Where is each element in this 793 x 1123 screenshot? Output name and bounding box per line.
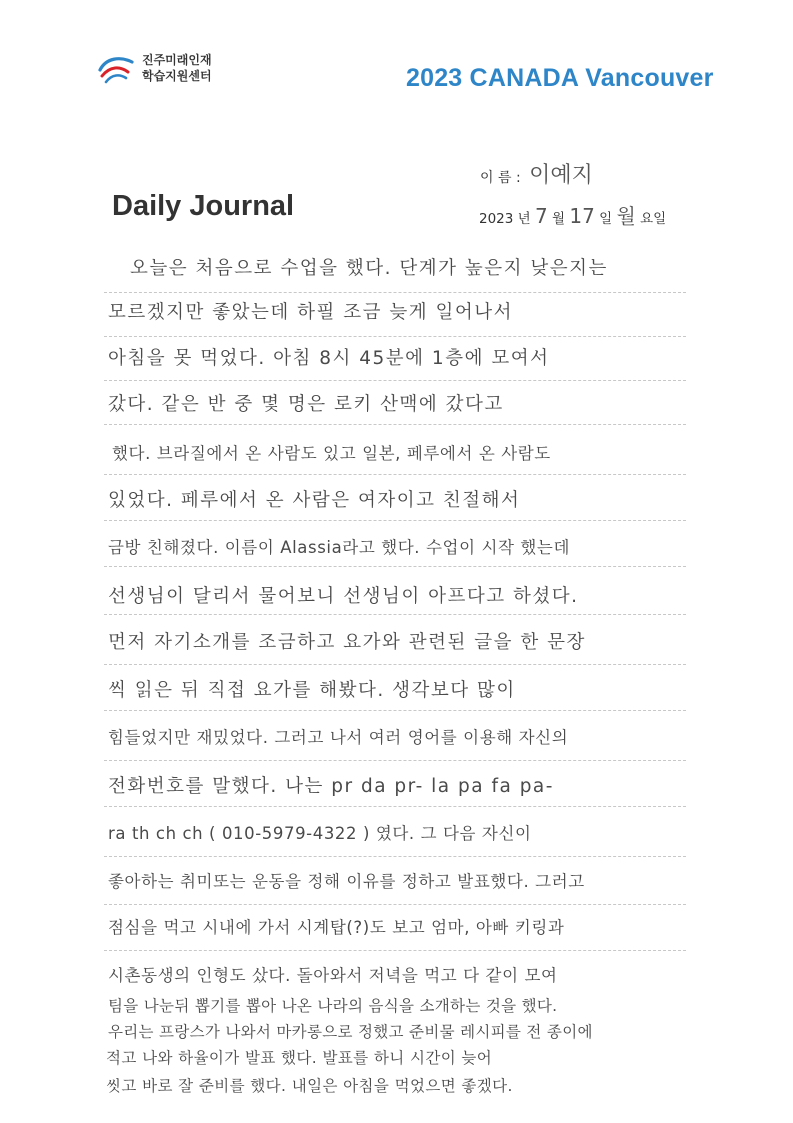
journal-line: 했다. 브라질에서 온 사람도 있고 일본, 페루에서 온 사람도	[112, 444, 551, 463]
date-month-unit: 월	[552, 211, 566, 227]
date-year: 2023	[479, 211, 514, 227]
journal-line: 모르겠지만 좋았는데 하필 조금 늦게 일어나서	[108, 302, 513, 323]
rule-line	[104, 950, 686, 951]
student-name-value: 이예지	[529, 163, 593, 188]
date-day: 17	[569, 204, 595, 228]
rule-line	[104, 336, 686, 337]
journal-line: 힘들었지만 재밌었다. 그러고 나서 여러 영어를 이용해 자신의	[108, 728, 569, 747]
date-year-unit: 년	[517, 211, 531, 227]
rule-line	[104, 292, 686, 293]
rule-line	[104, 806, 686, 807]
journal-line: 금방 친해졌다. 이름이 Alassia라고 했다. 수업이 시작 했는데	[108, 538, 570, 557]
rule-line	[104, 380, 686, 381]
journal-line: 전화번호를 말했다. 나는 pr da pr- la pa fa pa-	[108, 776, 554, 797]
rule-line	[104, 856, 686, 857]
rule-line	[104, 474, 686, 475]
rule-line	[104, 710, 686, 711]
journal-line: 오늘은 처음으로 수업을 했다. 단계가 높은지 낮은지는	[130, 258, 608, 279]
rule-line	[104, 614, 686, 615]
org-name-line1: 진주미래인재	[142, 53, 212, 67]
journal-line: 먼저 자기소개를 조금하고 요가와 관련된 글을 한 문장	[108, 632, 586, 653]
student-name-label: 이 름 :	[480, 170, 521, 186]
journal-line: 좋아하는 취미또는 운동을 정해 이유를 정하고 발표했다. 그러고	[108, 872, 585, 891]
journal-title: Daily Journal	[112, 190, 295, 222]
journal-line: 씩 읽은 뒤 직접 요가를 해봤다. 생각보다 많이	[108, 680, 516, 701]
journal-line: 우리는 프랑스가 나와서 마카롱으로 정했고 준비물 레시피를 전 종이에	[108, 1023, 593, 1041]
ruled-lines	[104, 0, 714, 1123]
rule-line	[104, 566, 686, 567]
date-weekday-unit: 요일	[640, 211, 667, 227]
journal-line: 팀을 나눈뒤 뽑기를 뽑아 나온 나라의 음식을 소개하는 것을 했다.	[108, 997, 558, 1015]
date-weekday: 월	[616, 204, 636, 228]
journal-line: 갔다. 같은 반 중 몇 명은 로키 산맥에 갔다고	[108, 394, 504, 415]
rule-line	[104, 904, 686, 905]
rule-line	[104, 424, 686, 425]
date-month: 7	[535, 204, 548, 228]
rule-line	[104, 664, 686, 665]
journal-line: 선생님이 달리서 물어보니 선생님이 아프다고 하셨다.	[108, 586, 579, 607]
journal-line: 시촌동생의 인형도 샀다. 돌아와서 저녁을 먹고 다 같이 모여	[108, 966, 558, 985]
program-title: 2023 CANADA Vancouver	[406, 64, 714, 92]
journal-line: 있었다. 페루에서 온 사람은 여자이고 친절해서	[108, 490, 521, 511]
journal-line: 점심을 먹고 시내에 가서 시계탑(?)도 보고 엄마, 아빠 키링과	[108, 918, 565, 937]
rule-line	[104, 520, 686, 521]
journal-line: 씻고 바로 잘 준비를 했다. 내일은 아침을 먹었으면 좋겠다.	[106, 1077, 513, 1095]
journal-line: 아침을 못 먹었다. 아침 8시 45분에 1층에 모여서	[108, 348, 550, 369]
date-day-unit: 일	[599, 211, 613, 227]
journal-line: ra th ch ch ( 010-5979-4322 ) 였다. 그 다음 자신이	[108, 824, 532, 843]
journal-line: 적고 나와 하율이가 발표 했다. 발표를 하니 시간이 늦어	[106, 1049, 493, 1067]
rule-line	[104, 760, 686, 761]
org-name-line2: 학습지원센터	[142, 69, 212, 83]
